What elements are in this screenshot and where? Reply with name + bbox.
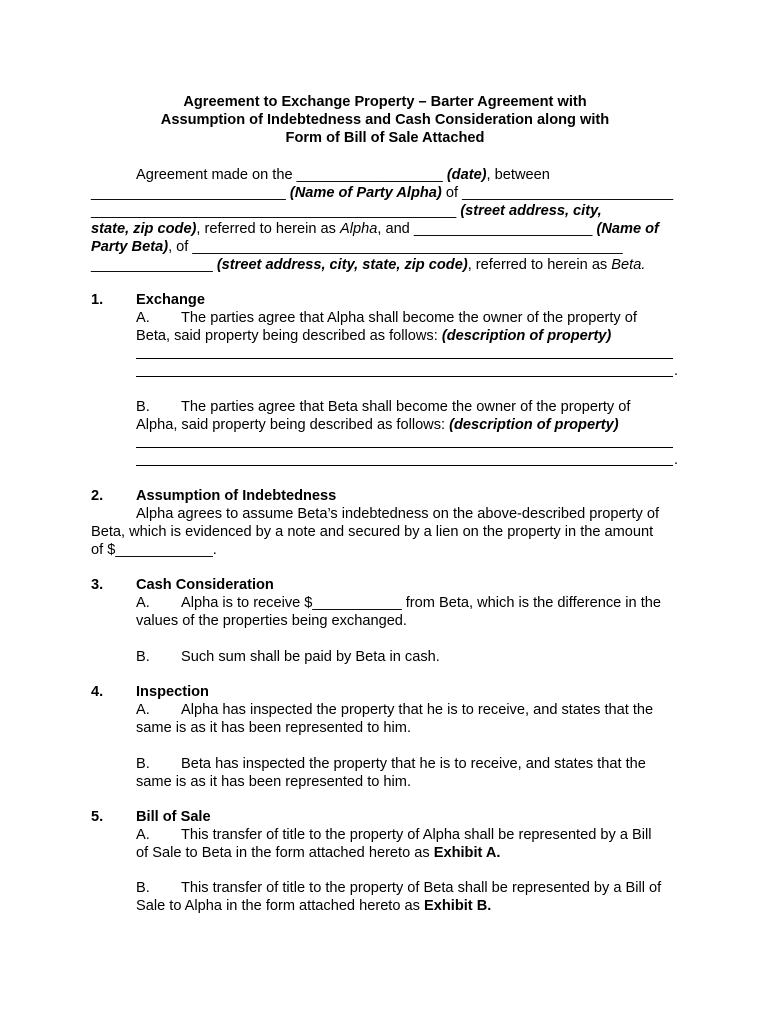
section-1a-blank-line-2 xyxy=(136,376,673,377)
date-blank: __________________ xyxy=(296,167,443,183)
section-3-heading: Cash Consideration xyxy=(136,577,274,593)
section-3a-line-1: Alpha is to receive $___________ from Beta, which is the difference in the xyxy=(181,595,662,611)
section-5b-line-1: This transfer of title to the property of Beta shall be represented by a Bill of xyxy=(181,880,662,896)
section-4b-line-1: Beta has inspected the property that he is to receive, and states that the xyxy=(181,756,646,772)
intro-line-4: state, zip code), referred to herein as Alpha, and ______________________ (Name of xyxy=(91,221,659,237)
document-title xyxy=(0,93,770,147)
section-1b-line-1: The parties agree that Beta shall become the owner of the property of xyxy=(181,399,631,415)
title-line-2: Assumption of Indebtedness and Cash Consideration along with xyxy=(160,112,610,128)
section-5a-letter: A. xyxy=(136,827,150,843)
intro-line-6: _______________ (street address, city, state, zip code), referred to herein as Beta. xyxy=(91,257,646,273)
section-1a-letter: A. xyxy=(136,310,150,326)
section-1-number: 1. xyxy=(91,292,104,308)
section-1a-line-2: Beta, said property being described as follows: (description of property) xyxy=(136,328,612,344)
section-1b-blank-line-2 xyxy=(136,465,673,466)
beta-address-blank-2: _______________ xyxy=(91,257,213,273)
section-1-heading: Exchange xyxy=(136,292,205,308)
section-3b-line-1: Such sum shall be paid by Beta in cash. xyxy=(181,649,440,665)
section-3b-letter: B. xyxy=(136,649,150,665)
section-4b-letter: B. xyxy=(136,756,150,772)
title-line-3: Form of Bill of Sale Attached xyxy=(285,130,485,146)
section-2-line-1: Alpha agrees to assume Beta’s indebtedness on the above-described property of xyxy=(136,506,660,522)
alpha-name-blank: ________________________ xyxy=(91,185,286,201)
section-4-number: 4. xyxy=(91,684,104,700)
intro-line-1: Agreement made on the __________________ (date), between xyxy=(136,167,550,183)
section-1b-period: . xyxy=(674,452,679,468)
section-3-number: 3. xyxy=(91,577,104,593)
section-2-heading: Assumption of Indebtedness xyxy=(136,488,337,504)
title-line-1: Agreement to Exchange Property – Barter Agreement with xyxy=(183,94,587,110)
section-3a-line-2: values of the properties being exchanged. xyxy=(136,613,407,629)
section-5-heading: Bill of Sale xyxy=(136,809,211,825)
indebtedness-amount-blank: ____________ xyxy=(115,542,213,558)
section-5b-line-2: Sale to Alpha in the form attached hereto as Exhibit B. xyxy=(136,898,492,914)
section-1a-blank-line-1 xyxy=(136,358,673,359)
section-1b-line-2: Alpha, said property being described as follows: (description of property) xyxy=(136,417,619,433)
section-4-heading: Inspection xyxy=(136,684,209,700)
section-2-number: 2. xyxy=(91,488,104,504)
beta-address-blank: _____________________________________________________ xyxy=(192,239,623,255)
alpha-address-blank: __________________________ xyxy=(462,185,674,201)
section-5a-line-2: of Sale to Beta in the form attached hereto as Exhibit A. xyxy=(136,845,501,861)
intro-line-2: ________________________ (Name of Party Alpha) of __________________________ xyxy=(91,185,674,201)
section-5-number: 5. xyxy=(91,809,104,825)
intro-line-3: _____________________________________________ (street address, city, xyxy=(91,203,602,219)
section-4a-line-1: Alpha has inspected the property that he is to receive, and states that the xyxy=(181,702,654,718)
section-4a-letter: A. xyxy=(136,702,150,718)
intro-line-5: Party Beta), of _____________________________________________________ xyxy=(91,239,623,255)
section-4b-line-2: same is as it has been represented to him. xyxy=(136,774,411,790)
section-1a-line-1: The parties agree that Alpha shall become the owner of the property of xyxy=(181,310,637,326)
section-2-line-2: Beta, which is evidenced by a note and secured by a lien on the property in the amount xyxy=(91,524,654,540)
cash-amount-blank: ___________ xyxy=(312,595,402,611)
section-4a-line-2: same is as it has been represented to him. xyxy=(136,720,411,736)
section-2-line-3: of $____________. xyxy=(91,542,217,558)
section-3a-letter: A. xyxy=(136,595,150,611)
section-5b-letter: B. xyxy=(136,880,150,896)
section-5a-line-1: This transfer of title to the property of Alpha shall be represented by a Bill xyxy=(181,827,652,843)
beta-name-blank: ______________________ xyxy=(413,221,593,237)
alpha-address-blank-2: _____________________________________________ xyxy=(91,203,457,219)
section-1b-letter: B. xyxy=(136,399,150,415)
section-1a-period: . xyxy=(674,363,679,379)
section-1b-blank-line-1 xyxy=(136,447,673,448)
